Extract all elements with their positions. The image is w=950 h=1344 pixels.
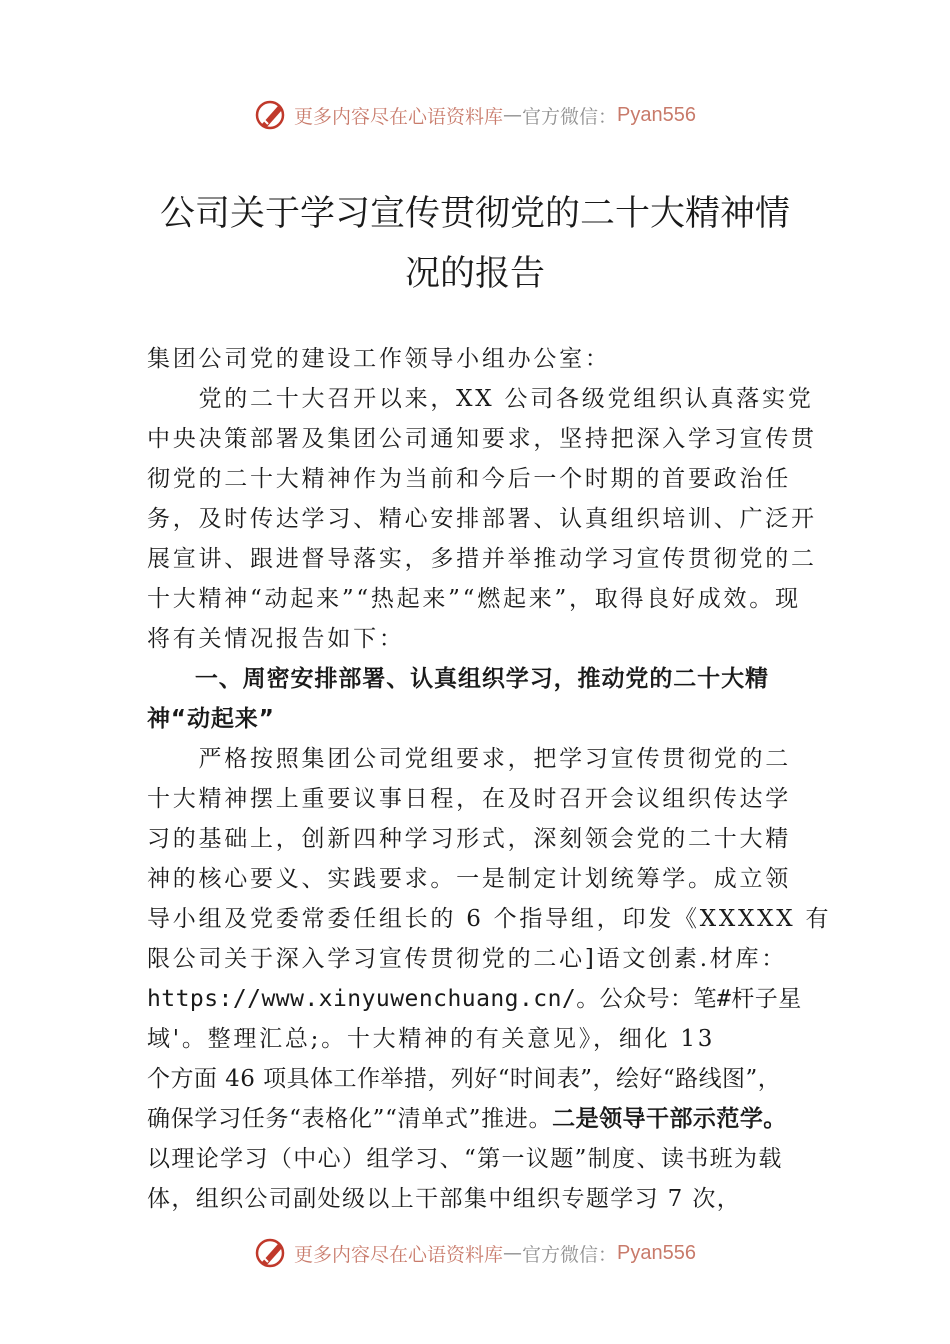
section-heading: 神“动起来” [147, 706, 275, 732]
paragraph-line: 十大精神摆上重要议事日程，在及时召开会议组织传达学 [147, 786, 791, 812]
watermark-footer [0, 1233, 950, 1273]
paragraph-line: 党的二十大召开以来，XX 公司各级党组织认真落实党 [147, 386, 814, 412]
paragraph-line: 以理论学习（中心）组学习、“第一议题”制度、读书班为载 [147, 1146, 783, 1172]
paragraph-line: 彻党的二十大精神作为当前和今后一个时期的首要政治任 [147, 466, 791, 492]
watermark-label: 官方微信： [522, 1243, 618, 1266]
paragraph-line: 将有关情况报告如下： [147, 626, 405, 652]
watermark-separator: — [503, 1242, 523, 1264]
watermark-separator: — [503, 104, 523, 126]
document-title-line-2: 况的报告 [404, 254, 545, 294]
paragraph-line: 十大精神“动起来”“热起来”“燃起来”，取得良好成效。现 [147, 586, 801, 612]
pen-seal-icon [254, 98, 288, 132]
watermark-account: Pyan556 [617, 1241, 696, 1264]
watermark-header [0, 95, 950, 135]
watermark-brand: 更多内容尽在心语资料库 [294, 105, 504, 128]
paragraph-line: 导小组及党委常委任组长的 6 个指导组，印发《XXXXX 有 [147, 906, 832, 932]
paragraph-line: 限公司关于深入学习宣传贯彻党的二心]语文创素.材库： [147, 946, 788, 972]
paragraph-line: 中央决策部署及集团公司通知要求，坚持把深入学习宣传贯 [147, 426, 817, 452]
paragraph-line-url: https://www.xinyuwenchuang.cn/。公众号：笔#杆子星 [147, 986, 802, 1012]
paragraph-line: 域'。整理汇总;。十大精神的有关意见》，细化 13 [147, 1026, 716, 1052]
pen-seal-icon [254, 1236, 288, 1270]
paragraph-text: 确保学习任务“表格化”“清单式”推进。 [147, 1106, 553, 1132]
paragraph-line: 严格按照集团公司党组要求，把学习宣传贯彻党的二 [147, 746, 791, 772]
paragraph-line: 体，组织公司副处级以上干部集中组织专题学习 7 次， [147, 1186, 742, 1212]
paragraph-line: 神的核心要义、实践要求。一是制定计划统筹学。成立领 [147, 866, 791, 892]
section-heading: 一、周密安排部署、认真组织学习，推动党的二十大精 [147, 666, 769, 692]
watermark-account: Pyan556 [617, 103, 696, 126]
paragraph-line: 习的基础上，创新四种学习形式，深刻领会党的二十大精 [147, 826, 791, 852]
watermark-label: 官方微信： [522, 105, 618, 128]
paragraph-line: 个方面 46 项具体工作举措，列好“时间表”，绘好“路线图”， [147, 1066, 782, 1092]
paragraph-line: 务，及时传达学习、精心安排部署、认真组织培训、广泛开 [147, 506, 817, 532]
paragraph-line: 展宣讲、跟进督导落实，多措并举推动学习宣传贯彻党的二 [147, 546, 817, 572]
paragraph-line-mixed [147, 1103, 787, 1135]
bold-phrase: 二是领导干部示范学。 [552, 1106, 787, 1132]
addressee: 集团公司党的建设工作领导小组办公室： [147, 346, 611, 372]
document-title-line-1: 公司关于学习宣传贯彻党的二十大精神情 [159, 194, 790, 234]
watermark-brand: 更多内容尽在心语资料库 [294, 1243, 504, 1266]
